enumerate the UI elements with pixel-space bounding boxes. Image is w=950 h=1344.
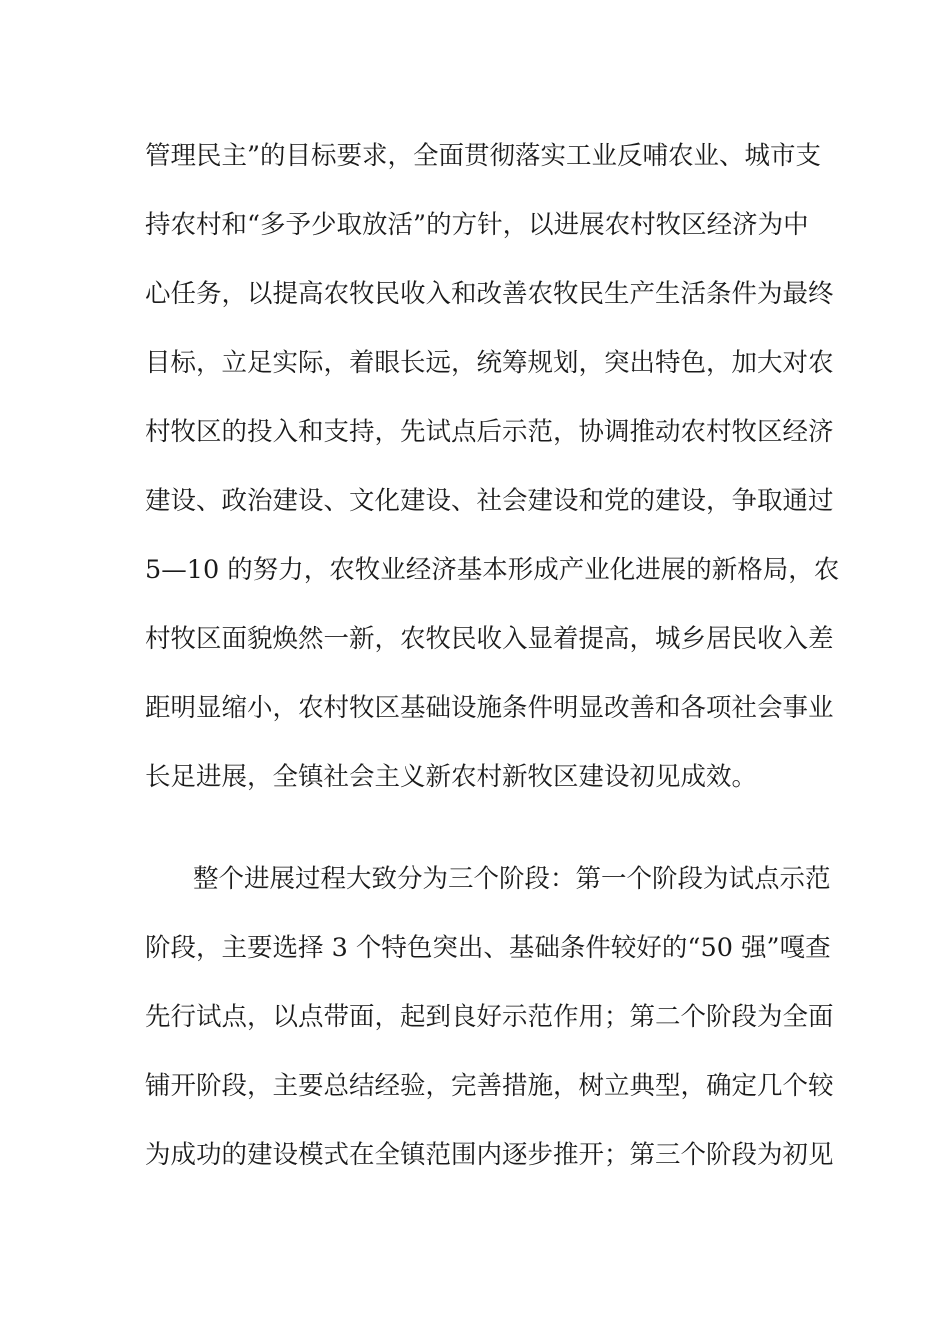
text-line: 5—10 的努力，农牧业经济基本形成产业化进展的新格局，农	[145, 555, 840, 585]
text-line: 距明显缩小，农村牧区基础设施条件明显改善和各项社会事业	[145, 693, 834, 723]
text-line: 村牧区的投入和支持，先试点后示范，协调推动农村牧区经济	[145, 417, 834, 447]
text-line: 管理民主”的目标要求，全面贯彻落实工业反哺农业、城市支	[145, 141, 822, 171]
text-line: 心任务，以提高农牧民收入和改善农牧民生产生活条件为最终	[145, 279, 834, 309]
text-line-indented: 整个进展过程大致分为三个阶段：第一个阶段为试点示范	[193, 864, 831, 894]
text-line: 持农村和“多予少取放活”的方针，以进展农村牧区经济为中	[145, 210, 809, 240]
text-line: 先行试点，以点带面，起到良好示范作用；第二个阶段为全面	[145, 1002, 834, 1032]
text-line: 长足进展，全镇社会主义新农村新牧区建设初见成效。	[145, 762, 758, 792]
text-line: 为成功的建设模式在全镇范围内逐步推开；第三个阶段为初见	[145, 1140, 834, 1170]
text-line: 铺开阶段，主要总结经验，完善措施，树立典型，确定几个较	[145, 1071, 834, 1101]
text-line: 村牧区面貌焕然一新，农牧民收入显着提高，城乡居民收入差	[145, 624, 834, 654]
text-line: 建设、政治建设、文化建设、社会建设和党的建设，争取通过	[145, 486, 834, 516]
text-line: 目标，立足实际，着眼长远，统筹规划，突出特色，加大对农	[145, 348, 834, 378]
text-line: 阶段，主要选择 3 个特色突出、基础条件较好的“50 强”嘎查	[145, 933, 831, 963]
